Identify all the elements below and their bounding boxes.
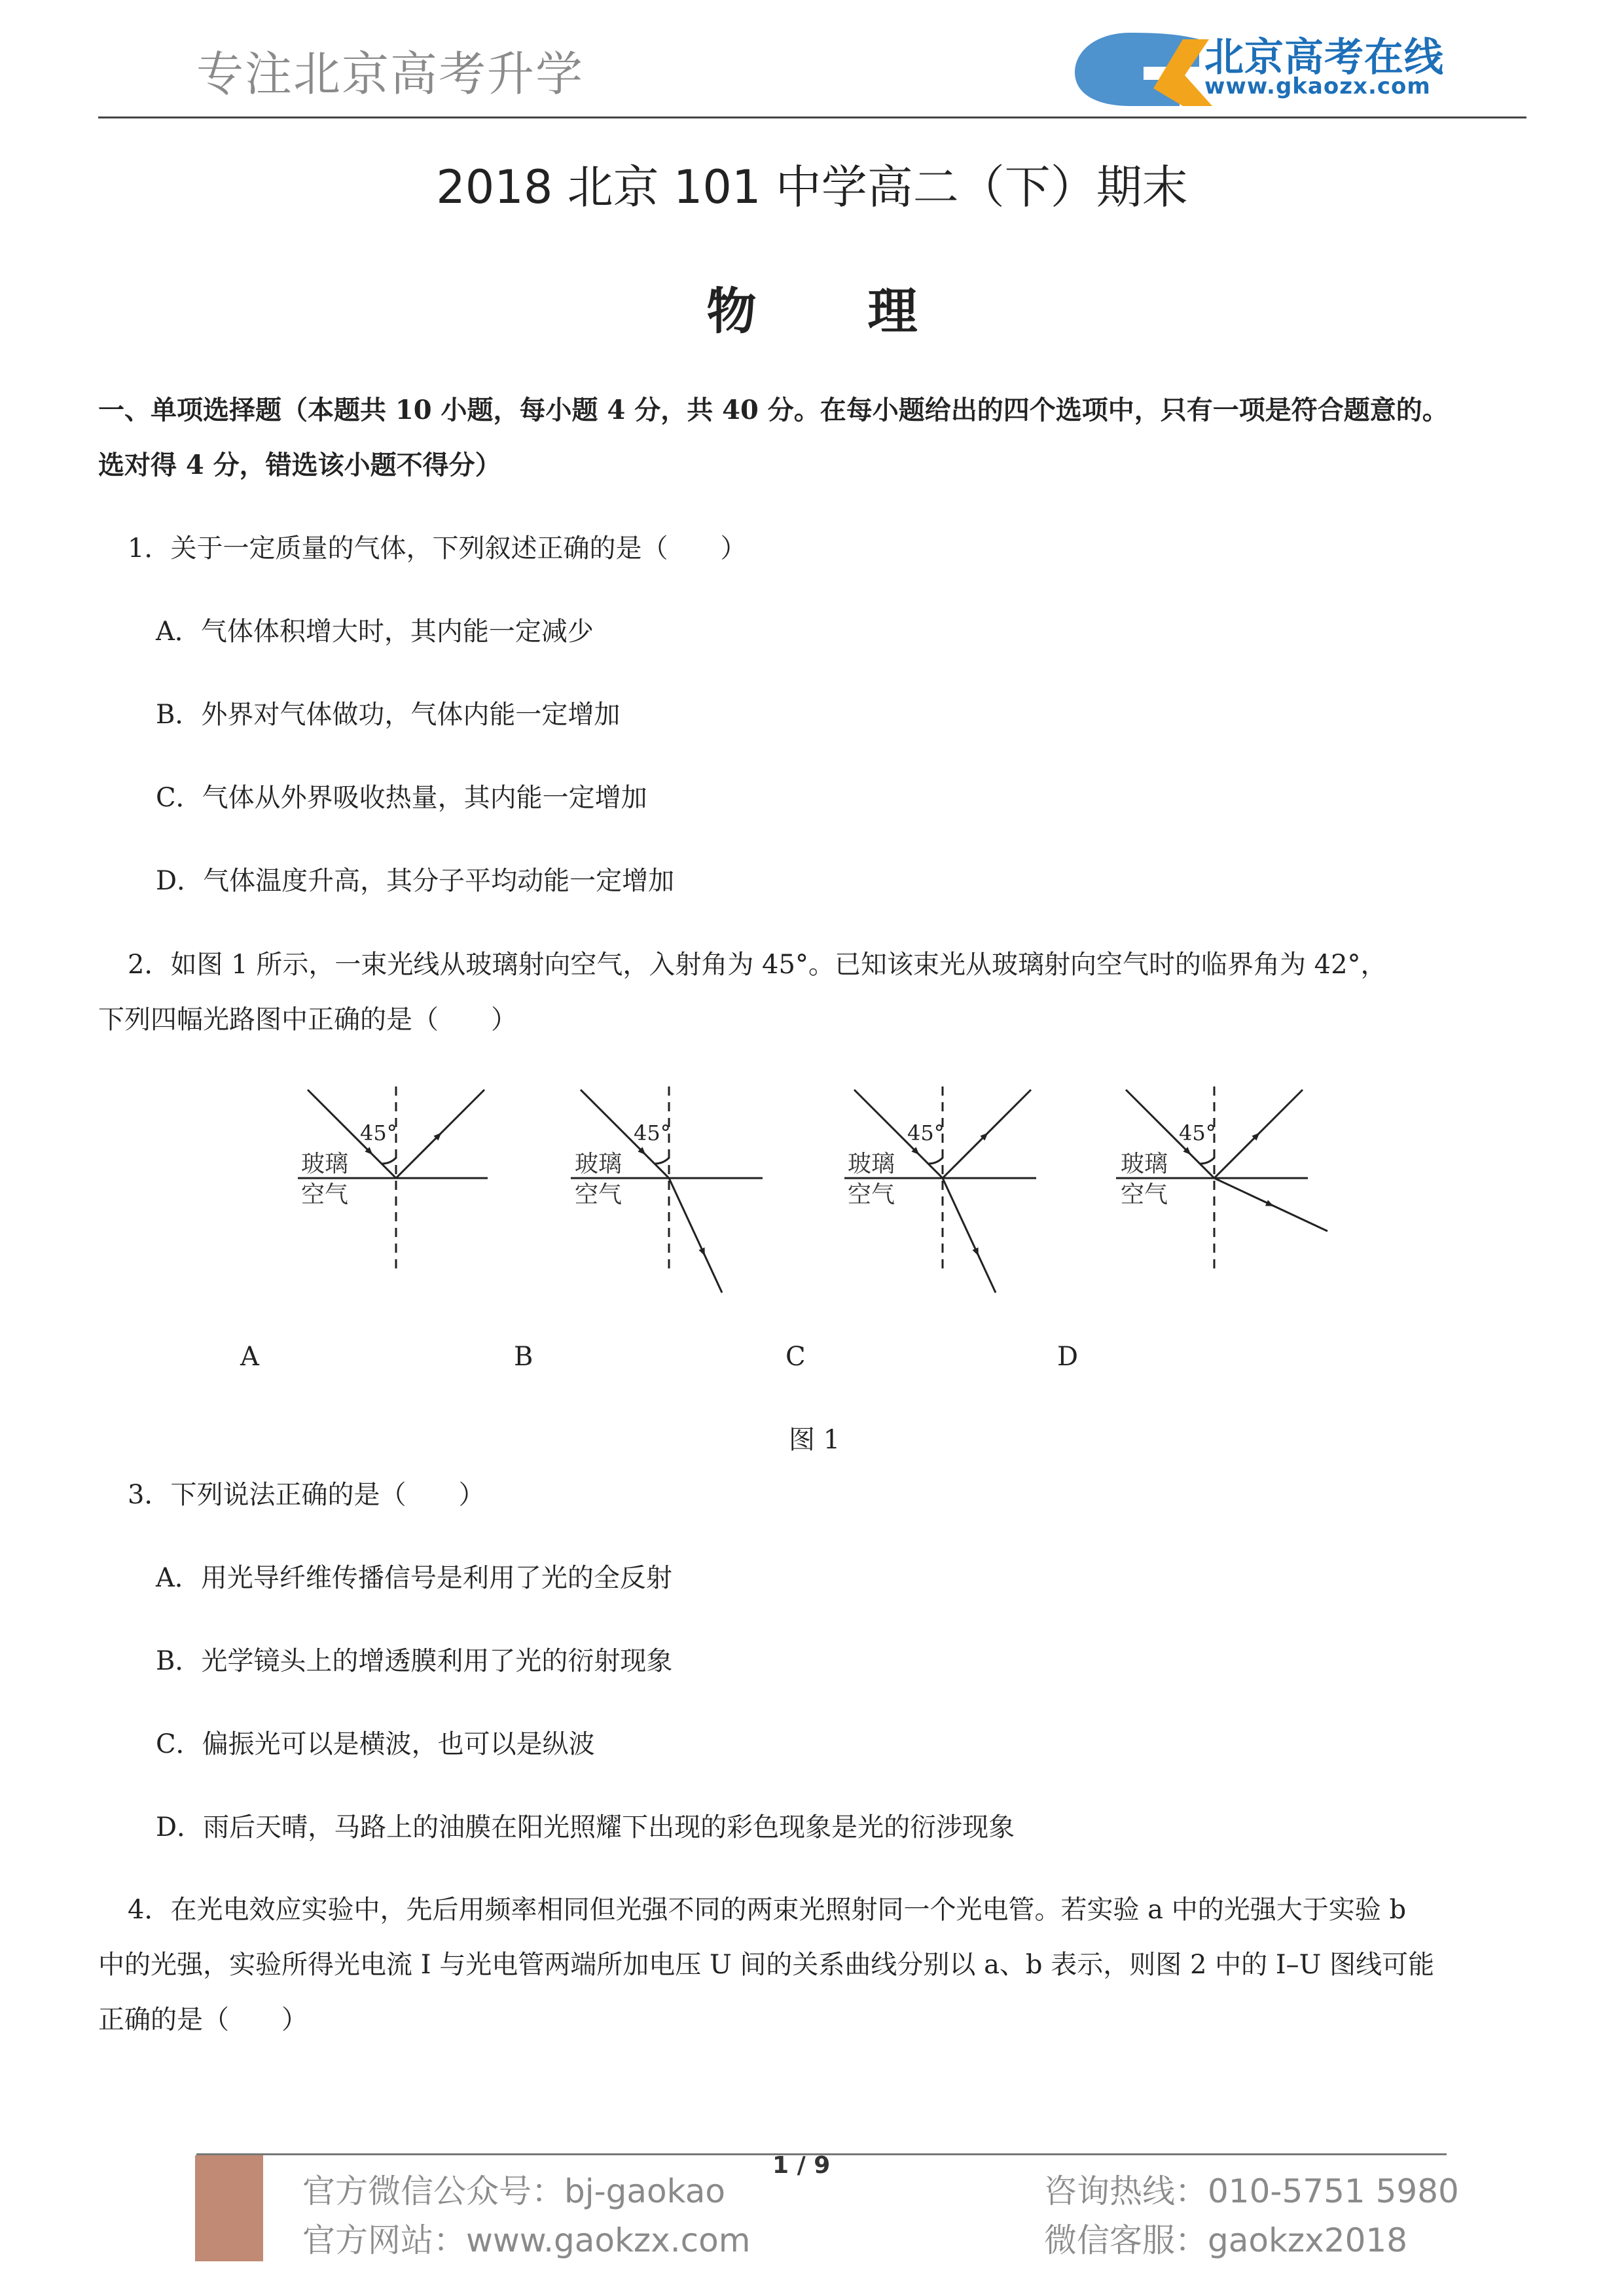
figure-label-a: A — [240, 1342, 259, 1372]
q4-stem-cont-1: 中的光强，实验所得光电流 I 与光电管两端所加电压 U 间的关系曲线分别以 a、b 表示，则图 2 中的 I–U 图线可能 — [98, 1950, 1435, 1980]
q3-option-b: B．光学镜头上的增透膜利用了光的衍射现象 — [156, 1646, 673, 1676]
glass-label-d: 玻璃 — [1121, 1151, 1168, 1177]
section-heading-cont: 选对得 4 分，错选该小题不得分） — [98, 450, 501, 480]
footer-wechat: 官方微信公众号：bj-gaokao — [302, 2172, 725, 2210]
q3-option-a: A．用光导纤维传播信号是利用了光的全反射 — [156, 1563, 672, 1593]
air-label-c: 空气 — [848, 1181, 895, 1208]
q4-stem-cont-2: 正确的是（ ） — [98, 2005, 308, 2035]
angle-label-b: 45° — [634, 1121, 671, 1145]
subject-char-2: 理 — [867, 282, 918, 340]
q3-stem: 3．下列说法正确的是（ ） — [128, 1480, 485, 1510]
subject-char-1: 物 — [706, 282, 757, 340]
q1-option-a: A．气体体积增大时，其内能一定减少 — [156, 617, 594, 647]
q1-option-c: C．气体从外界吸收热量，其内能一定增加 — [156, 783, 647, 813]
air-label-b: 空气 — [575, 1181, 623, 1208]
page-title: 2018 北京 101 中学高二（下）期末 — [436, 160, 1188, 214]
figure-1 — [0, 1060, 1624, 1309]
q1-option-d: D．气体温度升高，其分子平均动能一定增加 — [156, 866, 675, 896]
diagram-d — [1116, 1086, 1327, 1270]
section-heading: 一、单项选择题（本题共 10 小题，每小题 4 分，共 40 分。在每小题给出的四个选项中，只有一项是符合题意的。 — [98, 395, 1449, 425]
air-label-a: 空气 — [301, 1181, 349, 1208]
air-label-d: 空气 — [1121, 1181, 1168, 1208]
angle-label-d: 45° — [1179, 1121, 1216, 1145]
glass-label-a: 玻璃 — [301, 1151, 349, 1177]
q2-stem-cont: 下列四幅光路图中正确的是（ ） — [98, 1005, 517, 1035]
figure-label-c: C — [785, 1342, 806, 1372]
glass-label-b: 玻璃 — [575, 1151, 623, 1177]
footer-website: 官方网站：www.gaokzx.com — [302, 2221, 751, 2259]
subject-title — [0, 272, 1624, 343]
diagram-a — [298, 1086, 488, 1270]
logo-url: www.gkaozx.com — [1204, 73, 1431, 99]
q1-stem: 1．关于一定质量的气体，下列叙述正确的是（ ） — [128, 533, 747, 564]
figure-caption: 图 1 — [789, 1425, 840, 1455]
q3-option-d: D．雨后天晴，马路上的油膜在阳光照耀下出现的彩色现象是光的衍涉现象 — [156, 1812, 1015, 1842]
header-divider — [98, 117, 1526, 118]
figure-label-b: B — [514, 1342, 533, 1372]
footer-service: 微信客服：gaokzx2018 — [1044, 2221, 1408, 2259]
angle-label-a: 45° — [360, 1121, 397, 1145]
footer-hotline: 咨询热线：010-5751 5980 — [1044, 2172, 1459, 2210]
page-number: 1 / 9 — [772, 2152, 831, 2179]
header-slogan: 专注北京高考升学 — [196, 46, 585, 101]
footer-color-block — [195, 2155, 263, 2261]
q3-option-c: C．偏振光可以是横波，也可以是纵波 — [156, 1729, 595, 1759]
q1-option-b: B．外界对气体做功，气体内能一定增加 — [156, 700, 621, 730]
q4-stem: 4．在光电效应实验中，先后用频率相同但光强不同的两束光照射同一个光电管。若实验 a 中的光强大于实验 b — [128, 1895, 1407, 1925]
q2-stem: 2．如图 1 所示，一束光线从玻璃射向空气，入射角为 45°。已知该束光从玻璃射向空气时的临界角为 42°， — [128, 950, 1387, 980]
glass-label-c: 玻璃 — [848, 1151, 895, 1177]
logo-name: 北京高考在线 — [1204, 35, 1444, 81]
figure-label-d: D — [1057, 1342, 1079, 1372]
angle-label-c: 45° — [907, 1121, 945, 1145]
